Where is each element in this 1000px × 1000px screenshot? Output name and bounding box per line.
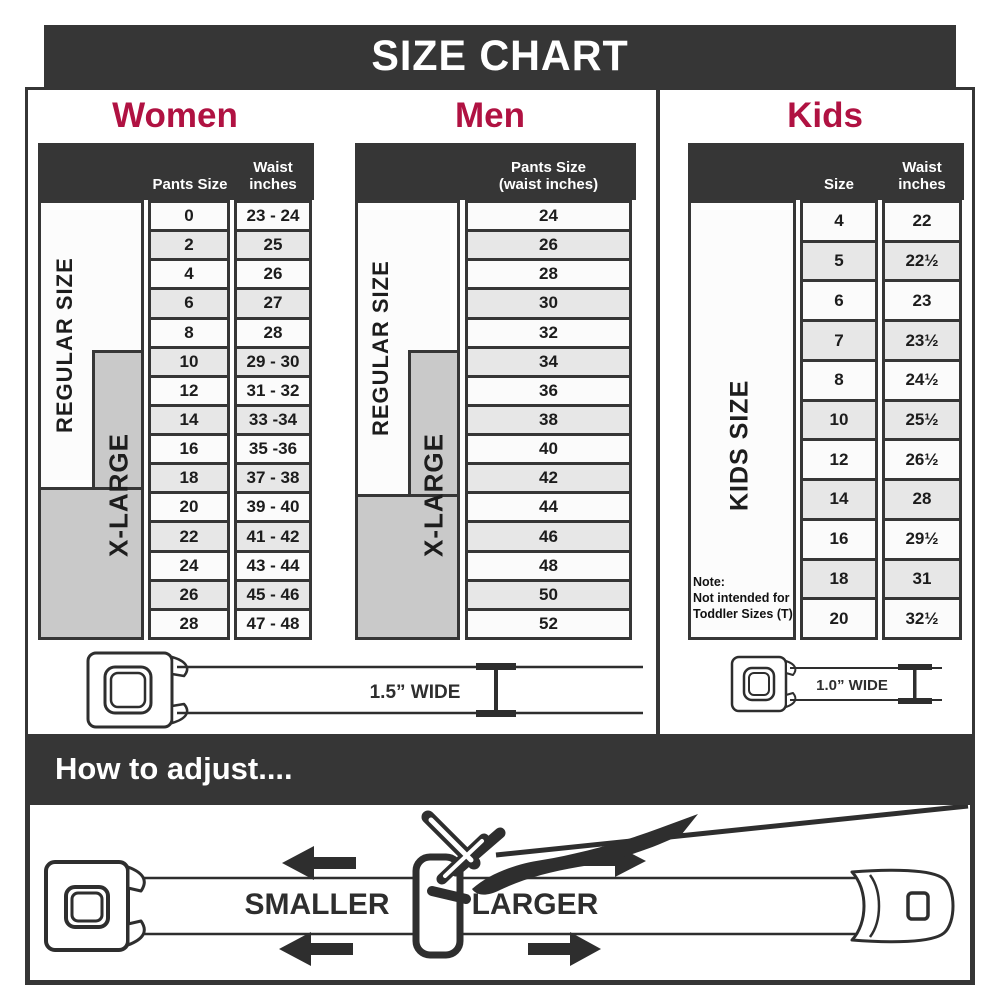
women-waist-cell: 28: [237, 320, 309, 346]
men-xlarge-label: X-LARGE: [418, 433, 449, 557]
kids-size-cell: 20: [803, 600, 875, 637]
kids-waist-cell: 29½: [885, 521, 959, 558]
seatbelt-buckle-icon: [88, 653, 187, 727]
seatbelt-buckle-icon: [732, 657, 795, 711]
how-to-adjust-banner: [25, 737, 975, 800]
kids-waist-cell: 24½: [885, 362, 959, 399]
kids-size-column: [800, 200, 878, 640]
width-marker-icon: [476, 663, 516, 717]
kids-size-cell: 10: [803, 402, 875, 439]
women-waist-cell: 35 -36: [237, 436, 309, 462]
kids-table-header: [688, 143, 964, 200]
men-regular-size-label: REGULAR SIZE: [368, 260, 393, 436]
kids-waist-cell: 22: [885, 203, 959, 240]
men-size-cell: 28: [468, 261, 629, 287]
kids-size-cell: 6: [803, 282, 875, 319]
women-regular-size-label: REGULAR SIZE: [52, 257, 77, 433]
kids-waist-cell: 32½: [885, 600, 959, 637]
kids-waist-cell: 23: [885, 282, 959, 319]
women-xlarge-label: X-LARGE: [103, 433, 134, 557]
men-size-cell: 46: [468, 523, 629, 549]
women-waist-cell: 31 - 32: [237, 378, 309, 404]
kids-size-cell: 8: [803, 362, 875, 399]
kids-section-title: Kids: [787, 96, 863, 135]
women-waist-cell: 26: [237, 261, 309, 287]
kids-size-header: Size: [823, 176, 854, 193]
men-size-cell: 30: [468, 290, 629, 316]
women-waist-header: Waist inches: [249, 159, 297, 193]
men-size-column: [465, 200, 632, 640]
arrow-right-icon: [528, 932, 601, 966]
women-waist-cell: 25: [237, 232, 309, 258]
men-size-cell: 24: [468, 203, 629, 229]
kids-size-cell: 12: [803, 441, 875, 478]
men-size-cell: 34: [468, 349, 629, 375]
women-pants-size-cell: 6: [151, 290, 227, 316]
women-pants-size-cell: 0: [151, 203, 227, 229]
women-section-title: Women: [112, 96, 238, 135]
kids-size-cell: 5: [803, 243, 875, 280]
size-chart-banner: [44, 25, 956, 87]
kids-size-cell: 18: [803, 561, 875, 598]
women-pants-size-cell: 18: [151, 465, 227, 491]
men-size-cell: 32: [468, 320, 629, 346]
adult-belt-illustration: [85, 648, 645, 732]
kids-waist-cell: 28: [885, 481, 959, 518]
women-pants-size-cell: 28: [151, 611, 227, 637]
kids-waist-cell: 22½: [885, 243, 959, 280]
women-waist-cell: 37 - 38: [237, 465, 309, 491]
men-size-cell: 38: [468, 407, 629, 433]
women-waist-cell: 27: [237, 290, 309, 316]
women-waist-cell: 29 - 30: [237, 349, 309, 375]
kids-waist-cell: 26½: [885, 441, 959, 478]
arrow-left-icon: [279, 932, 353, 966]
women-pants-size-cell: 20: [151, 494, 227, 520]
men-size-cell: 50: [468, 582, 629, 608]
kids-waist-cell: 31: [885, 561, 959, 598]
kids-size-side-label: KIDS SIZE: [725, 379, 754, 511]
men-size-cell: 36: [468, 378, 629, 404]
women-waist-cell: 47 - 48: [237, 611, 309, 637]
women-pants-size-column: [148, 200, 230, 640]
women-pants-size-cell: 12: [151, 378, 227, 404]
belt-width-label: 1.0” WIDE: [816, 677, 888, 694]
women-waist-cell: 33 -34: [237, 407, 309, 433]
women-pants-size-header: Pants Size: [152, 176, 228, 193]
width-marker-icon: [898, 664, 932, 704]
women-waist-cell: 23 - 24: [237, 203, 309, 229]
adjust-illustration-box: [25, 800, 975, 985]
belt-tip-icon: [852, 870, 953, 941]
smaller-label: SMALLER: [244, 888, 390, 921]
women-pants-size-cell: 24: [151, 553, 227, 579]
how-to-adjust-title: How to adjust....: [55, 750, 293, 786]
page-title: SIZE CHART: [371, 31, 629, 80]
men-size-cell: 40: [468, 436, 629, 462]
arrow-left-icon: [282, 846, 356, 880]
kids-waist-cell: 23½: [885, 322, 959, 359]
kids-size-cell: 14: [803, 481, 875, 518]
women-waist-cell: 41 - 42: [237, 523, 309, 549]
women-pants-size-cell: 8: [151, 320, 227, 346]
kids-waist-header: Waist inches: [898, 159, 946, 193]
women-table-header: [38, 143, 314, 200]
women-pants-size-cell: 4: [151, 261, 227, 287]
women-pants-size-cell: 10: [151, 349, 227, 375]
men-pants-size-header: Pants Size (waist inches): [498, 159, 599, 193]
women-pants-size-cell: 26: [151, 582, 227, 608]
women-pants-size-cell: 2: [151, 232, 227, 258]
seatbelt-buckle-icon: [46, 862, 144, 950]
pulled-strap-line: [496, 806, 968, 855]
section-divider: [656, 87, 660, 737]
larger-label: LARGER: [471, 888, 599, 921]
kids-size-cell: 16: [803, 521, 875, 558]
kids-waist-cell: 25½: [885, 402, 959, 439]
women-pants-size-cell: 14: [151, 407, 227, 433]
men-table-header: [355, 143, 636, 200]
women-waist-cell: 45 - 46: [237, 582, 309, 608]
women-waist-column: [234, 200, 312, 640]
women-waist-cell: 43 - 44: [237, 553, 309, 579]
men-size-cell: 44: [468, 494, 629, 520]
kids-waist-column: [882, 200, 962, 640]
kids-size-cell: 4: [803, 203, 875, 240]
kids-size-cell: 7: [803, 322, 875, 359]
women-pants-size-cell: 22: [151, 523, 227, 549]
adjust-illustration: [30, 805, 970, 980]
kids-note: Note: Not intended for Toddler Sizes (T): [693, 575, 793, 621]
men-section-title: Men: [455, 96, 525, 135]
belt-width-label: 1.5” WIDE: [369, 682, 461, 703]
men-size-cell: 26: [468, 232, 629, 258]
men-size-cell: 42: [468, 465, 629, 491]
men-size-cell: 52: [468, 611, 629, 637]
kids-belt-illustration: [730, 652, 945, 716]
women-waist-cell: 39 - 40: [237, 494, 309, 520]
women-pants-size-cell: 16: [151, 436, 227, 462]
men-size-cell: 48: [468, 553, 629, 579]
